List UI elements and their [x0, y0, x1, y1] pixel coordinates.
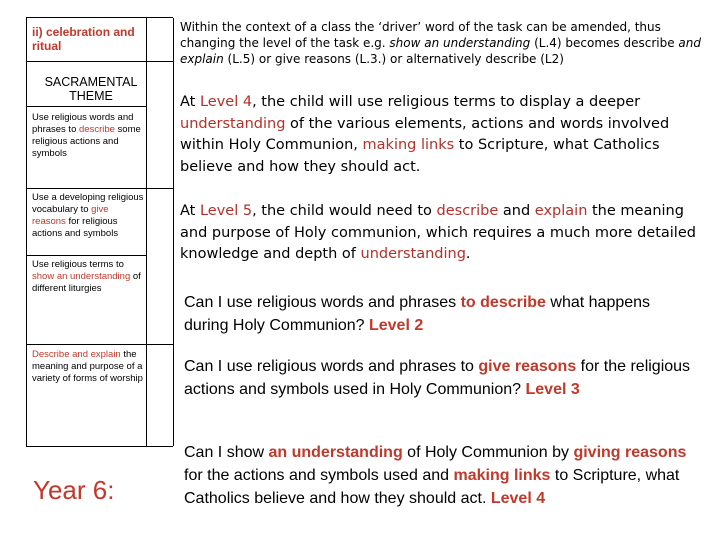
- question-level-4: Can I show an understanding of Holy Communion by giving reasons for the actions and symbols used and making links to Scripture, what Catholics believe and how they should act. Level 4: [184, 444, 687, 507]
- theme-title: SACRAMENTAL THEME: [44, 75, 138, 103]
- level-descriptor-give-reasons: Use a developing religious vocabulary to give reasons for religious actions and symbols: [32, 192, 144, 239]
- row-divider: [27, 106, 146, 107]
- left-table-side-column: [146, 18, 174, 446]
- strand-header: ii) celebration and ritual: [32, 25, 135, 53]
- row-divider: [27, 255, 146, 256]
- question-level-3: Can I use religious words and phrases to give reasons for the religious actions and symbols used in Holy Communion? Level 3: [184, 358, 691, 398]
- level-descriptor-describe: Use religious words and phrases to describe some religious actions and symbols: [32, 112, 141, 159]
- row-divider: [27, 61, 173, 62]
- intro-paragraph: Within the context of a class the ‘driver’ word of the task can be amended, thus changing the level of the task e.g. show an understanding (L.4) becomes describe and explain (L.5) or give reasons (L.3.) or alternatively describe (L2): [180, 20, 701, 66]
- level-4-paragraph: At Level 4, the child will use religious terms to display a deeper understanding of the various elements, actions and words involved within Holy Communion, making links to Scripture, what Catholics believe and how they should act.: [180, 94, 670, 175]
- level-5-paragraph: At Level 5, the child would need to describe and explain the meaning and purpose of Holy communion, which requires a much more detailed knowledge and depth of understanding.: [180, 203, 696, 262]
- level-descriptor-describe-explain: Describe and explain the meaning and purpose of a variety of forms of worship: [32, 349, 143, 384]
- row-divider: [27, 188, 173, 189]
- level-descriptor-show-understanding: Use religious terms to show an understanding of different liturgies: [32, 259, 141, 294]
- year-label: Year 6:: [33, 475, 115, 505]
- row-divider: [27, 344, 173, 345]
- question-level-2: Can I use religious words and phrases to describe what happens during Holy Communion? Level 2: [184, 294, 651, 334]
